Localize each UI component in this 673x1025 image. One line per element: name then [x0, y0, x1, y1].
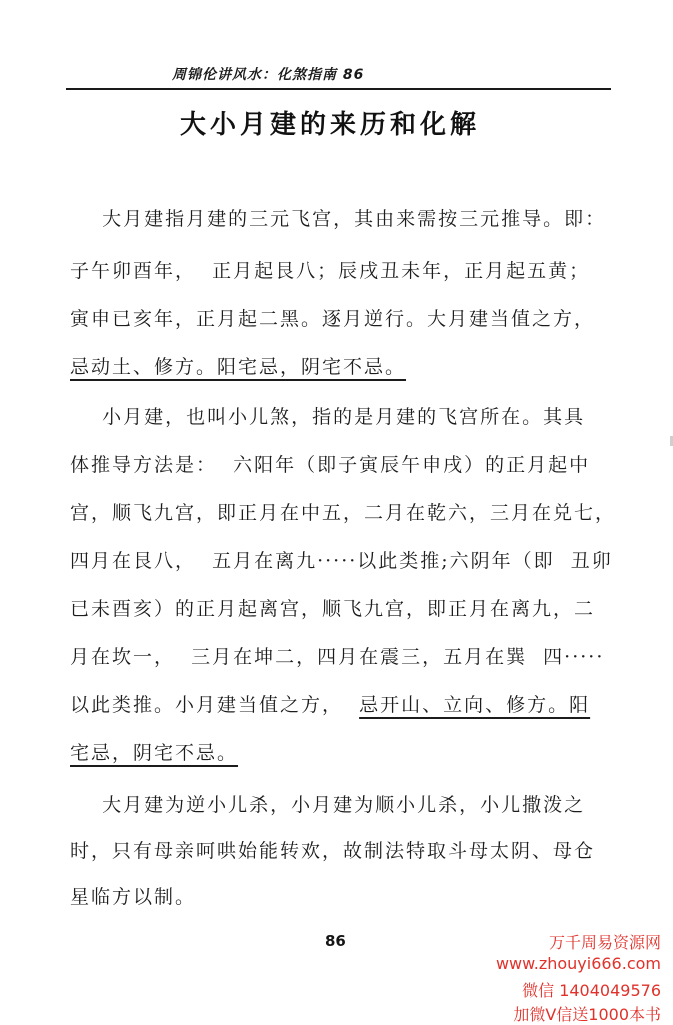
- text-line: 星临方以制。: [70, 886, 197, 908]
- text-line: 四月在艮八， 五月在离九·····以此类推;六阴年（即 丑卯: [70, 550, 613, 572]
- text-line: 宫，顺飞九宫，即正月在中五，二月在乾六，三月在兑七，: [70, 502, 617, 524]
- page-number: 86: [325, 932, 346, 950]
- text-line: 寅申已亥年，正月起二黑。逐月逆行。大月建当值之方，: [70, 308, 596, 330]
- text-segment-underlined: 忌开山、立向、修方。阳: [359, 694, 591, 716]
- text-line: 大月建为逆小儿杀，小月建为顺小儿杀，小儿撒泼之: [70, 794, 586, 816]
- text-line: 子午卯酉年， 正月起艮八；辰戌丑未年，正月起五黄；: [70, 260, 591, 282]
- text-segment: 以此类推。小月建当值之方，: [70, 694, 344, 716]
- text-line: 已未酉亥）的正月起离宫，顺飞九宫，即正月在离九，二: [70, 598, 596, 620]
- watermark-line: 微信 1404049576: [522, 981, 661, 1000]
- running-head: 周锦伦讲风水：化煞指南 86: [172, 67, 365, 83]
- header-rule: [66, 88, 611, 90]
- text-line: [70, 690, 590, 717]
- text-line: 小月建，也叫小儿煞，指的是月建的飞宫所在。其具: [70, 406, 586, 428]
- watermark-line: 万千周易资源网: [548, 933, 661, 952]
- text-line: 体推导方法是： 六阳年（即子寅辰午申戌）的正月起中: [70, 454, 591, 476]
- watermark-line: 加微V信送1000本书: [513, 1005, 661, 1024]
- text-line-underlined: 忌动土、修方。阳宅忌，阴宅不忌。: [70, 356, 407, 378]
- text-line: 大月建指月建的三元飞宫，其由来需按三元推导。即：: [70, 208, 607, 230]
- text-line: 时，只有母亲呵哄始能转欢，故制法特取斗母太阴、母仓: [70, 840, 596, 862]
- page-title: 大小月建的来历和化解: [180, 110, 481, 140]
- text-line: 月在坎一， 三月在坤二，四月在震三，五月在巽 四·····: [70, 646, 605, 668]
- text-line-underlined: 宅忌，阴宅不忌。: [70, 742, 239, 764]
- watermark-line: www.zhouyi666.com: [495, 954, 661, 973]
